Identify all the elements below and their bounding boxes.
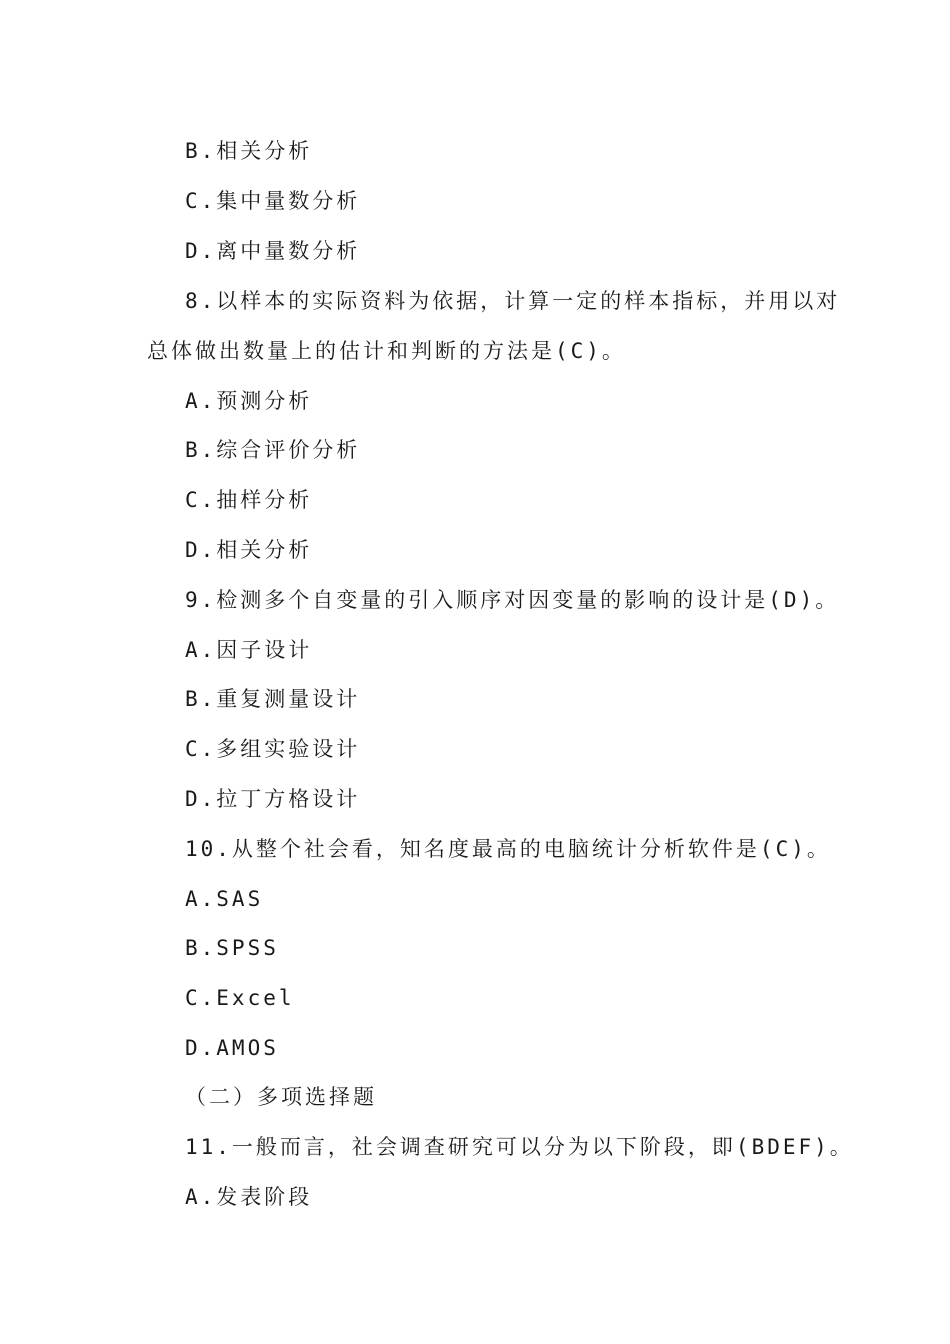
option-c-central-tendency: C.集中量数分析 bbox=[185, 189, 361, 213]
option-c-multigroup: C.多组实验设计 bbox=[185, 737, 361, 761]
option-d-amos: D.AMOS bbox=[185, 1036, 279, 1060]
section-heading-multiple-choice: （二）多项选择题 bbox=[185, 1085, 377, 1109]
question-9: 9.检测多个自变量的引入顺序对因变量的影响的设计是(D)。 bbox=[185, 588, 840, 612]
option-b-correlation: B.相关分析 bbox=[185, 139, 313, 163]
option-b-comprehensive: B.综合评价分析 bbox=[185, 438, 361, 462]
option-a-sas: A.SAS bbox=[185, 887, 264, 911]
question-11: 11.一般而言，社会调查研究可以分为以下阶段，即(BDEF)。 bbox=[185, 1135, 854, 1159]
option-b-spss: B.SPSS bbox=[185, 936, 279, 960]
option-a-forecast: A.预测分析 bbox=[185, 389, 313, 413]
option-d-correlation: D.相关分析 bbox=[185, 538, 313, 562]
question-8-line-1: 8.以样本的实际资料为依据，计算一定的样本指标，并用以对 bbox=[185, 289, 841, 313]
option-a-factorial: A.因子设计 bbox=[185, 638, 313, 662]
question-10: 10.从整个社会看，知名度最高的电脑统计分析软件是(C)。 bbox=[185, 837, 831, 861]
question-8-line-2: 总体做出数量上的估计和判断的方法是(C)。 bbox=[147, 339, 626, 363]
option-c-excel: C.Excel bbox=[185, 986, 295, 1010]
option-d-latin-square: D.拉丁方格设计 bbox=[185, 787, 361, 811]
option-a-publish: A.发表阶段 bbox=[185, 1185, 313, 1209]
option-c-sampling: C.抽样分析 bbox=[185, 488, 313, 512]
option-d-dispersion: D.离中量数分析 bbox=[185, 239, 361, 263]
option-b-repeated: B.重复测量设计 bbox=[185, 687, 361, 711]
